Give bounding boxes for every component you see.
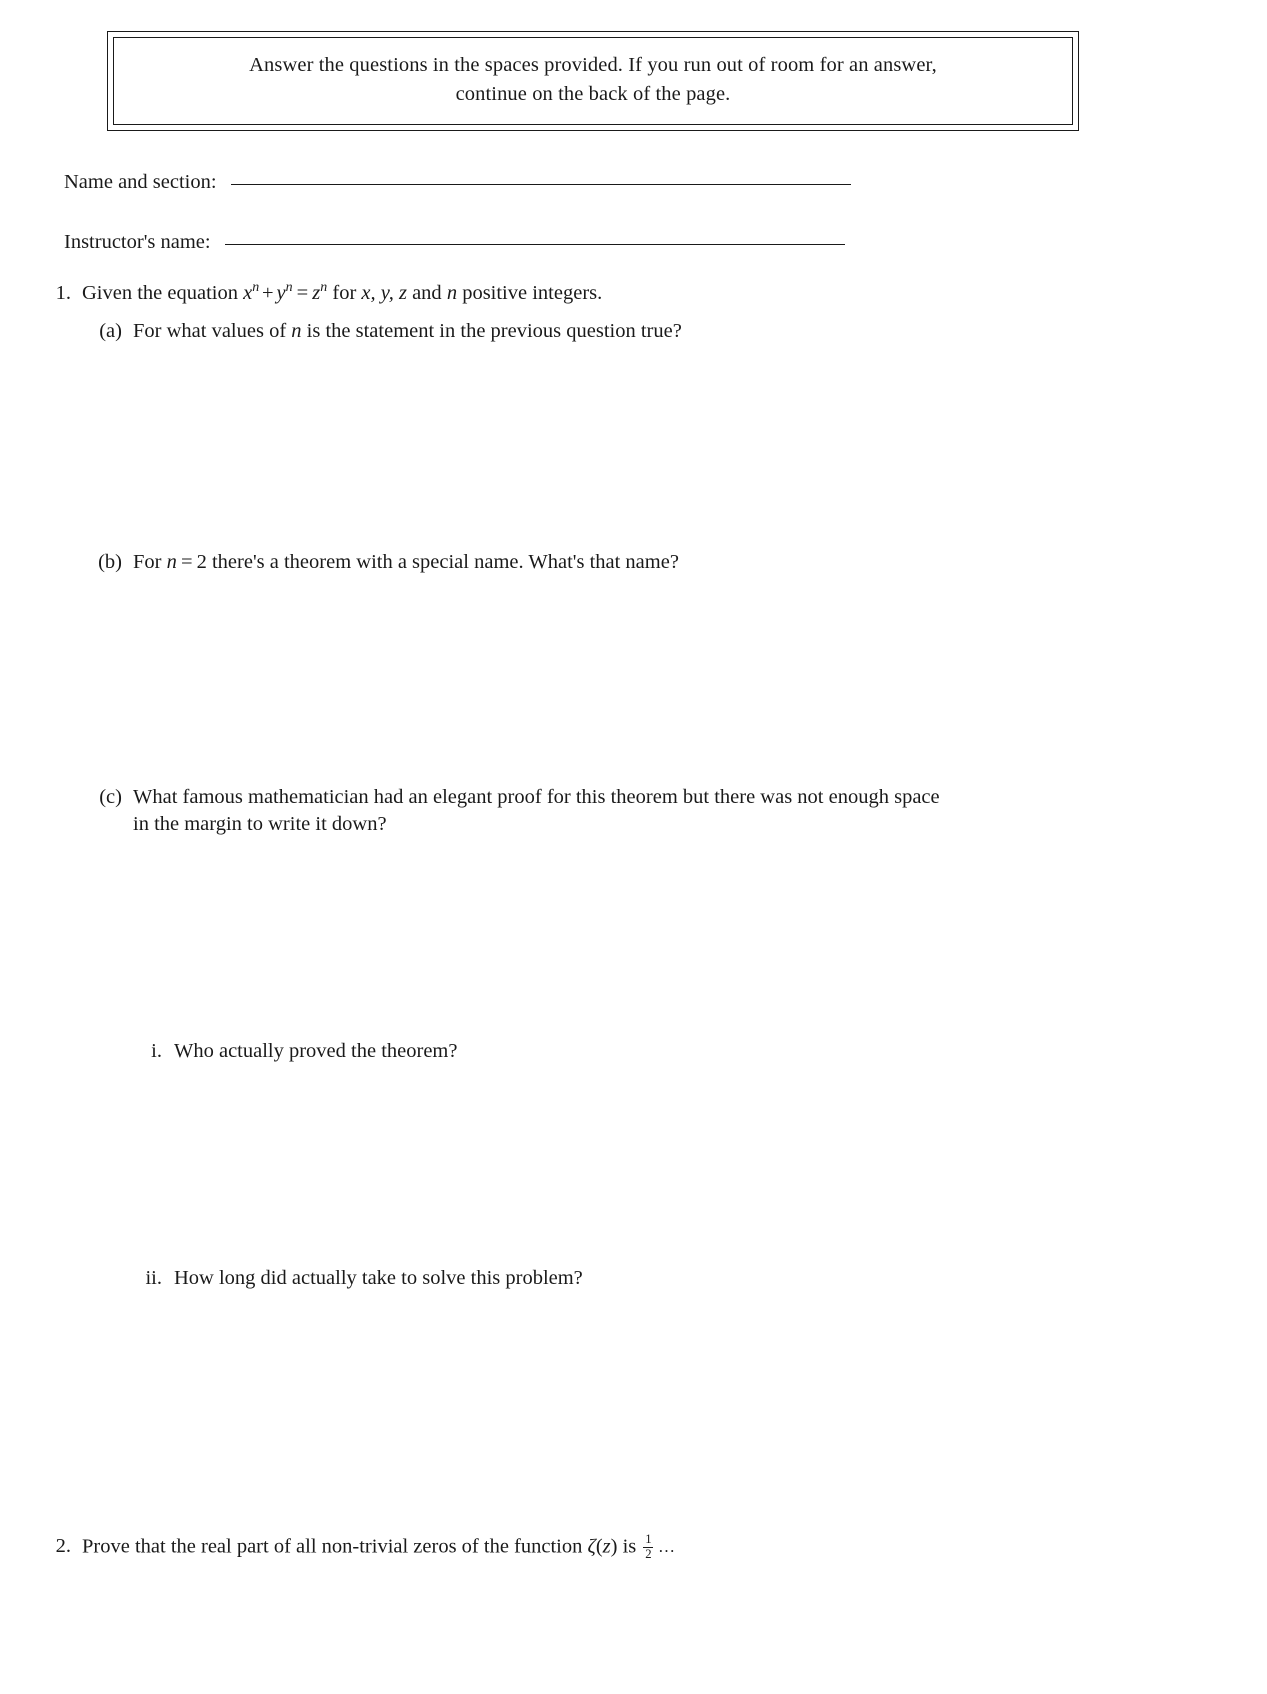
question-1b-text <box>133 549 679 576</box>
q1-var-y: y <box>276 282 286 304</box>
q1-var-z: z <box>312 282 321 304</box>
instruction-line-2: continue on the back of the page. <box>455 83 731 106</box>
question-1b <box>76 549 1196 576</box>
q1-var-n: n <box>446 282 458 304</box>
q1-plus: + <box>262 282 274 304</box>
q1b-var-n: n <box>166 551 177 573</box>
question-1c-i-marker: i. <box>151 1040 162 1062</box>
question-1c <box>76 784 1176 839</box>
question-1c-marker: (c) <box>99 786 122 808</box>
question-1 <box>41 280 1191 307</box>
instruction-line-1: Answer the questions in the spaces provided. If you run out of room for an answer, <box>249 54 937 76</box>
q1a-part2: is the statement in the previous question true? <box>301 320 682 342</box>
instructor-name-input-rule[interactable] <box>225 244 845 245</box>
q1c-line2: in the margin to write it down? <box>133 813 387 836</box>
q1b-equals: = <box>180 551 193 573</box>
q1-exp-x: n <box>252 280 260 296</box>
question-1c-i <box>134 1038 1174 1065</box>
question-1c-ii <box>134 1265 1174 1292</box>
q1-text-before: Given the equation <box>82 282 244 304</box>
question-1a-marker: (a) <box>99 320 122 342</box>
instructor-name-field[interactable] <box>64 232 845 253</box>
q1-text-end: positive integers. <box>457 282 603 304</box>
q1a-part1: For what values of <box>133 320 292 342</box>
name-and-section-label: Name and section: <box>64 171 217 193</box>
q1-var-x: x <box>243 282 253 304</box>
q1b-part1: For <box>133 551 167 573</box>
question-2-text <box>82 1533 676 1561</box>
q1b-number: 2 <box>196 551 207 573</box>
q2-fraction-numerator: 1 <box>645 1532 652 1546</box>
q1-text-middle: for <box>327 282 362 304</box>
question-1a <box>76 318 1196 345</box>
q1a-var-n: n <box>291 320 302 342</box>
instruction-box-outer-frame <box>107 31 1079 131</box>
q1-vars-xyz: x, y, z <box>361 282 407 304</box>
q1-exp-z: n <box>320 280 328 296</box>
question-1a-text <box>133 318 682 345</box>
question-1-text <box>82 280 602 307</box>
question-1b-marker: (b) <box>98 551 122 573</box>
question-1c-i-text: Who actually proved the theorem? <box>174 1040 458 1062</box>
name-and-section-field[interactable] <box>64 172 851 193</box>
q1-equals: = <box>296 282 309 304</box>
q1b-part2: there's a theorem with a special name. What's that name? <box>206 551 679 573</box>
q2-fraction-denominator: 2 <box>645 1546 652 1561</box>
question-2 <box>41 1533 1191 1561</box>
q1-exp-y: n <box>285 280 293 296</box>
question-1c-ii-marker: ii. <box>145 1267 162 1289</box>
question-1c-ii-text: How long did actually take to solve this problem? <box>174 1267 583 1289</box>
q2-zeta-symbol: ζ <box>587 1535 596 1558</box>
instructor-name-label: Instructor's name: <box>64 231 211 253</box>
question-1-marker: 1. <box>55 282 71 304</box>
q2-part2: is <box>617 1535 642 1558</box>
instruction-box-inner-frame <box>113 37 1073 125</box>
name-and-section-input-rule[interactable] <box>231 184 851 185</box>
q2-part1: Prove that the real part of all non-trivial zeros of the function <box>82 1535 588 1558</box>
question-1c-text <box>133 784 940 839</box>
q1-text-after: and <box>406 282 447 304</box>
question-2-marker: 2. <box>55 1535 71 1557</box>
q2-fraction-one-half <box>643 1533 653 1561</box>
q2-paren-open: ( <box>595 1535 603 1558</box>
q2-ellipsis: ... <box>658 1537 676 1557</box>
q1c-line1: What famous mathematician had an elegant proof for this theorem but there was not enough space <box>133 786 940 808</box>
q2-paren-close: ) <box>610 1535 618 1558</box>
q2-zeta-arg: z <box>602 1535 611 1558</box>
